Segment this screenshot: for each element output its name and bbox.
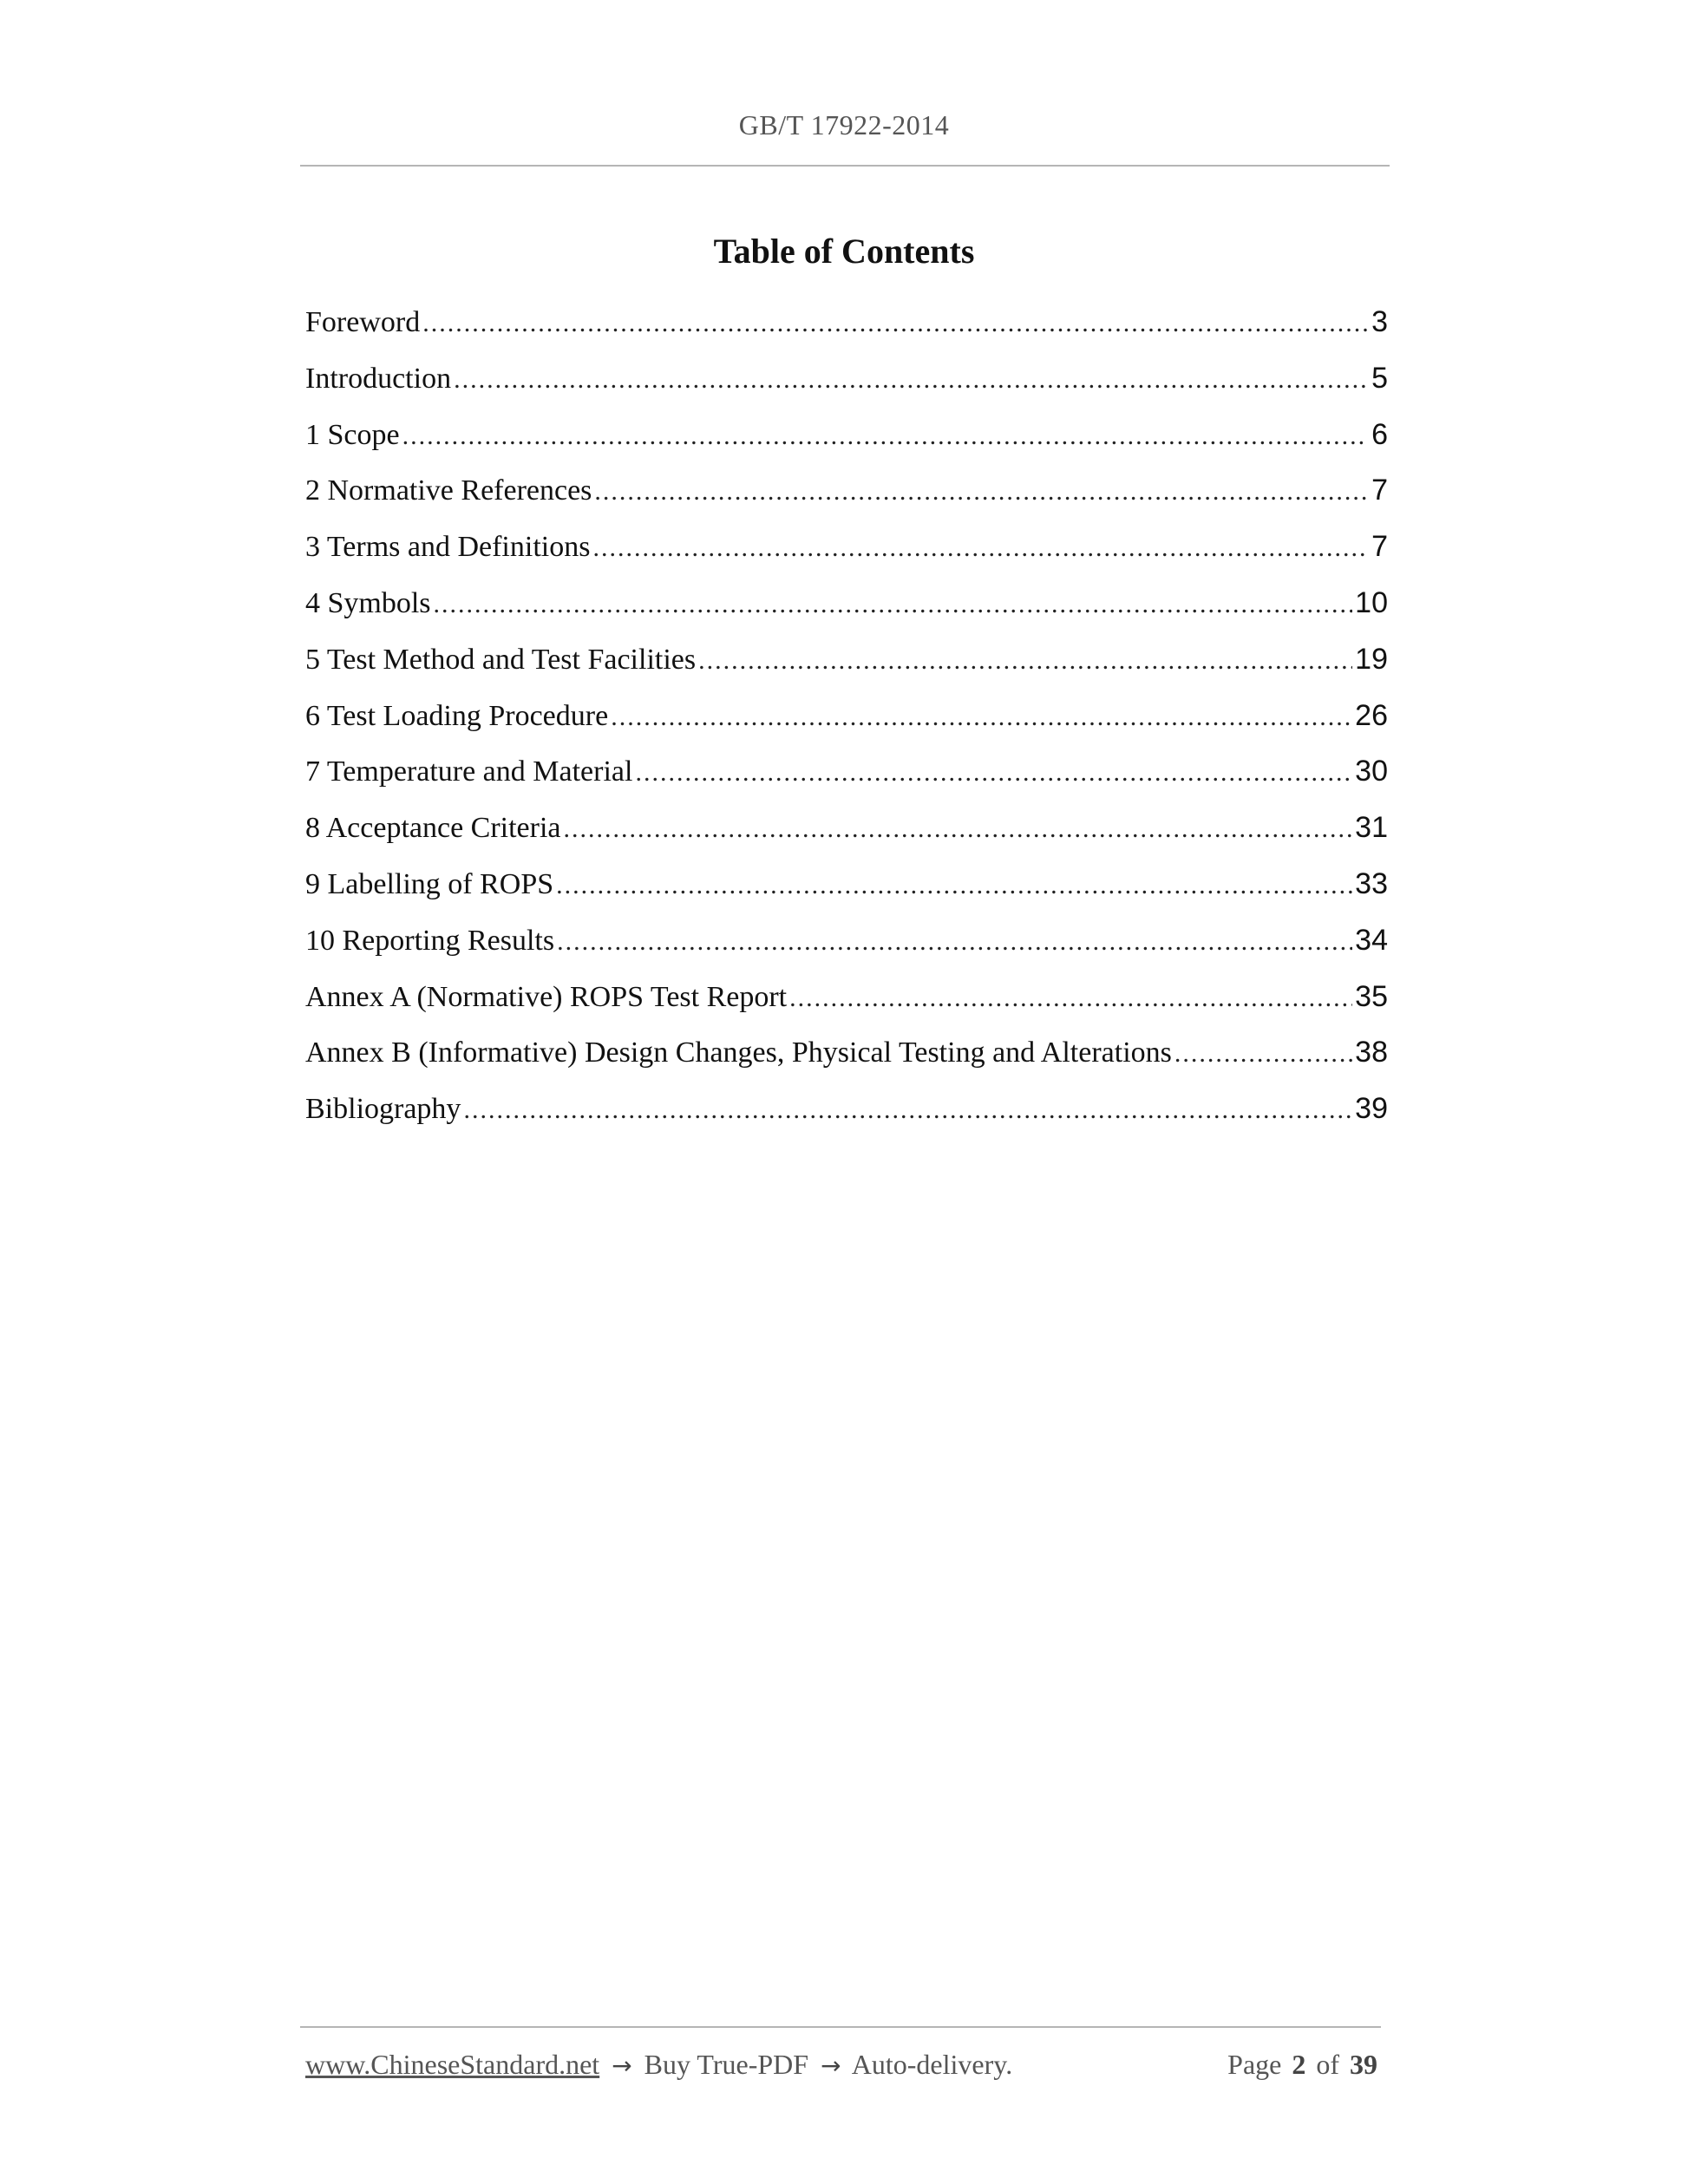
toc-leader-dots bbox=[434, 590, 1353, 619]
footer-promo bbox=[305, 2049, 1012, 2081]
toc-leader-dots bbox=[422, 309, 1368, 338]
toc-entry-test-method[interactable] bbox=[305, 643, 1388, 699]
current-page: 2 bbox=[1292, 2049, 1306, 2080]
toc-leader-dots bbox=[556, 871, 1352, 900]
toc-entry-page: 39 bbox=[1355, 1092, 1388, 1126]
toc-entry-label: 1 Scope bbox=[305, 418, 400, 451]
toc-leader-dots bbox=[789, 984, 1352, 1013]
toc-entry-reporting-results[interactable] bbox=[305, 924, 1388, 980]
page-word: Page bbox=[1227, 2049, 1282, 2080]
toc-entry-label: 7 Temperature and Material bbox=[305, 755, 633, 788]
toc-entry-annex-a[interactable] bbox=[305, 980, 1388, 1036]
of-word: of bbox=[1316, 2049, 1339, 2080]
toc-entry-label: 5 Test Method and Test Facilities bbox=[305, 643, 697, 676]
toc-entry-labelling[interactable] bbox=[305, 867, 1388, 924]
toc-entry-label: Bibliography bbox=[305, 1093, 461, 1126]
toc-entry-test-loading[interactable] bbox=[305, 699, 1388, 755]
toc-entry-label: Annex B (Informative) Design Changes, Physical Testing and Alterations bbox=[305, 1036, 1172, 1069]
toc-leader-dots bbox=[635, 758, 1352, 788]
toc-leader-dots bbox=[594, 477, 1368, 507]
toc-entry-page: 38 bbox=[1355, 1036, 1388, 1069]
buy-pdf-text: Buy True-PDF bbox=[644, 2049, 809, 2080]
toc-entry-page: 7 bbox=[1371, 474, 1388, 507]
toc-entry-temperature-material[interactable] bbox=[305, 755, 1388, 811]
toc-leader-dots bbox=[454, 365, 1368, 395]
page-number bbox=[1224, 2049, 1377, 2081]
toc-entry-page: 7 bbox=[1371, 530, 1388, 564]
toc-entry-label: Annex A (Normative) ROPS Test Report bbox=[305, 980, 788, 1013]
toc-entry-acceptance-criteria[interactable] bbox=[305, 811, 1388, 867]
toc-entry-label: Foreword bbox=[305, 306, 421, 338]
toc-entry-page: 10 bbox=[1355, 585, 1388, 619]
footer-divider bbox=[300, 2026, 1381, 2028]
toc-leader-dots bbox=[557, 927, 1352, 957]
toc-leader-dots bbox=[1174, 1039, 1352, 1069]
toc-entry-label: Introduction bbox=[305, 362, 452, 395]
toc-entry-normative-references[interactable] bbox=[305, 474, 1388, 530]
total-pages: 39 bbox=[1350, 2049, 1377, 2080]
toc-entry-scope[interactable] bbox=[305, 418, 1388, 474]
right-arrow-icon: → bbox=[821, 2051, 841, 2080]
toc-entry-page: 3 bbox=[1371, 305, 1388, 338]
header-divider bbox=[300, 165, 1390, 167]
toc-entry-label: 4 Symbols bbox=[305, 586, 431, 619]
toc-entry-terms-definitions[interactable] bbox=[305, 530, 1388, 586]
toc-entry-label: 9 Labelling of ROPS bbox=[305, 867, 554, 900]
toc-entry-page: 5 bbox=[1371, 361, 1388, 395]
page-footer bbox=[305, 2049, 1377, 2081]
right-arrow-icon: → bbox=[612, 2051, 632, 2080]
toc-entry-page: 30 bbox=[1355, 755, 1388, 788]
toc-entry-label: 3 Terms and Definitions bbox=[305, 531, 591, 564]
toc-entry-bibliography[interactable] bbox=[305, 1092, 1388, 1148]
toc-entry-label: 8 Acceptance Criteria bbox=[305, 812, 561, 845]
toc-title: Table of Contents bbox=[713, 232, 975, 271]
toc-leader-dots bbox=[463, 1095, 1352, 1125]
toc-leader-dots bbox=[564, 814, 1353, 844]
toc-entry-page: 35 bbox=[1355, 979, 1388, 1013]
toc-entry-page: 34 bbox=[1355, 923, 1388, 957]
running-header: GB/T 17922-2014 bbox=[738, 109, 950, 141]
auto-delivery-text: Auto-delivery. bbox=[851, 2049, 1013, 2080]
toc-entry-label: 6 Test Loading Procedure bbox=[305, 699, 609, 732]
toc-entry-page: 6 bbox=[1371, 417, 1388, 451]
toc-entry-page: 31 bbox=[1355, 811, 1388, 845]
website-link[interactable]: www.ChineseStandard.net bbox=[305, 2049, 600, 2080]
toc-leader-dots bbox=[592, 533, 1368, 563]
toc-entry-page: 26 bbox=[1355, 698, 1388, 732]
toc-list bbox=[305, 305, 1388, 1148]
toc-entry-annex-b[interactable] bbox=[305, 1036, 1388, 1092]
toc-entry-label: 10 Reporting Results bbox=[305, 924, 555, 957]
toc-leader-dots bbox=[402, 422, 1368, 451]
toc-leader-dots bbox=[611, 703, 1352, 732]
toc-entry-page: 33 bbox=[1355, 866, 1388, 900]
toc-entry-foreword[interactable] bbox=[305, 305, 1388, 362]
toc-entry-page: 19 bbox=[1355, 642, 1388, 676]
toc-entry-introduction[interactable] bbox=[305, 362, 1388, 418]
toc-leader-dots bbox=[698, 646, 1352, 676]
toc-entry-symbols[interactable] bbox=[305, 586, 1388, 643]
toc-entry-label: 2 Normative References bbox=[305, 474, 592, 507]
